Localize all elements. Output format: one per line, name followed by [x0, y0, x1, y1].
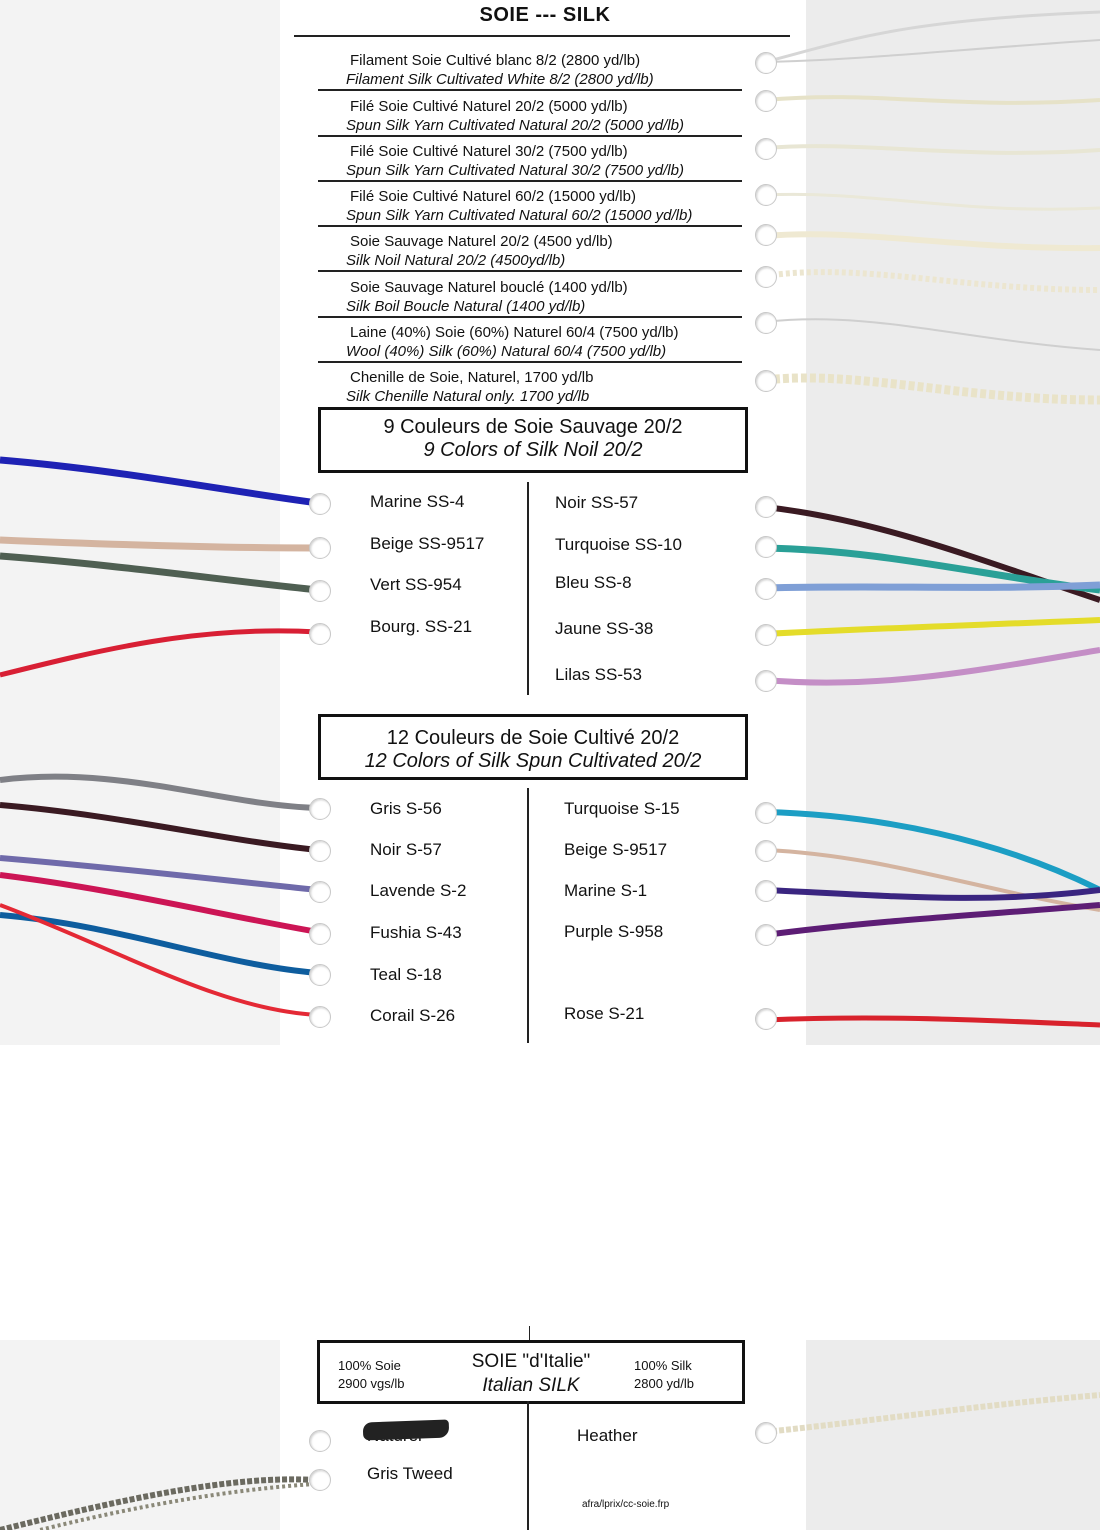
color-label: Lavende S-2 — [370, 881, 467, 900]
section3-title-fr: SOIE "d'Italie" — [471, 1351, 591, 1372]
yarn-bourg — [0, 631, 318, 675]
color-label: Gris S-56 — [370, 799, 442, 818]
color-label: Noir S-57 — [370, 840, 442, 859]
entry-english: Wool (40%) Silk (60%) Natural 60/4 (7500 yd/lb) — [346, 343, 667, 360]
entry-french: Soie Sauvage Naturel 20/2 (4500 yd/lb) — [350, 233, 613, 250]
yarn-beige2 — [765, 850, 1100, 910]
punch-hole — [309, 964, 331, 986]
section3-header — [317, 1340, 745, 1404]
punch-hole — [309, 1006, 331, 1028]
section1-divider — [527, 482, 529, 695]
color-label: Turquoise S-15 — [564, 799, 680, 818]
punch-hole — [309, 798, 331, 820]
soie-yardage: 2900 vgs/lb — [338, 1376, 405, 1391]
yarn-marine — [0, 460, 318, 503]
page-title: SOIE --- SILK — [479, 4, 611, 26]
punch-hole — [755, 670, 777, 692]
punch-hole — [755, 536, 777, 558]
yarn-strand — [765, 146, 1100, 153]
punch-hole — [309, 580, 331, 602]
color-label: Jaune SS-38 — [555, 619, 654, 638]
silk-yardage: 2800 yd/lb — [634, 1376, 694, 1391]
yarn-gris — [0, 777, 318, 808]
punch-hole — [755, 840, 777, 862]
yarn-noir2 — [0, 805, 318, 850]
yarn-marine2 — [765, 890, 1100, 898]
entry-english: Spun Silk Yarn Cultivated Natural 20/2 (5000 yd/lb) — [346, 117, 684, 134]
entry-french: Filé Soie Cultivé Naturel 30/2 (7500 yd/lb) — [350, 143, 628, 160]
entry-english: Silk Chenille Natural only. 1700 yd/lb — [346, 388, 590, 405]
entry-french: Laine (40%) Soie (60%) Naturel 60/4 (7500 yd/lb) — [350, 324, 679, 341]
color-label: Purple S-958 — [564, 922, 664, 941]
yarn-entry — [318, 90, 742, 137]
yarn-entry — [318, 180, 742, 227]
entry-french: Filé Soie Cultivé Naturel 60/2 (15000 yd/lb) — [350, 188, 636, 205]
yarn-entry — [318, 44, 742, 91]
entry-french: Filé Soie Cultivé Naturel 20/2 (5000 yd/lb) — [350, 98, 628, 115]
punch-hole — [309, 623, 331, 645]
section3-title-en: Italian SILK — [482, 1375, 580, 1396]
section3-divider — [527, 1401, 529, 1530]
yarn-strand — [765, 378, 1100, 400]
title-rule — [294, 35, 790, 37]
punch-hole — [309, 493, 331, 515]
punch-hole — [755, 496, 777, 518]
yarn-strand — [765, 40, 1100, 62]
yarn-strand — [765, 319, 1100, 350]
punch-hole — [755, 1422, 777, 1444]
punch-hole — [755, 880, 777, 902]
punch-hole — [309, 923, 331, 945]
soie-percent: 100% Soie — [338, 1358, 401, 1373]
yarn-strand — [765, 234, 1100, 248]
yarn-purple — [765, 905, 1100, 935]
color-label: Corail S-26 — [370, 1006, 456, 1025]
yarn-strand — [765, 272, 1100, 290]
punch-hole — [309, 881, 331, 903]
color-label: Heather — [577, 1426, 638, 1445]
punch-hole — [755, 370, 777, 392]
yarn-entry — [318, 135, 742, 182]
entry-french: Chenille de Soie, Naturel, 1700 yd/lb — [350, 369, 594, 386]
color-label: Rose S-21 — [564, 1004, 645, 1023]
yarn-entry — [318, 271, 742, 318]
yarn-turquoise2 — [765, 812, 1100, 890]
entry-french: Filament Soie Cultivé blanc 8/2 (2800 yd/lb) — [350, 52, 641, 69]
section1-title-fr: 9 Couleurs de Soie Sauvage 20/2 — [383, 416, 683, 438]
yarn-vert — [0, 556, 318, 590]
punch-hole — [755, 1008, 777, 1030]
yarn-heather — [765, 1395, 1100, 1432]
punch-hole — [755, 578, 777, 600]
punch-hole — [755, 52, 777, 74]
color-label: Bleu SS-8 — [555, 573, 632, 592]
card-notch — [529, 1326, 530, 1340]
color-label: Turquoise SS-10 — [555, 535, 682, 554]
punch-hole — [755, 802, 777, 824]
yarn-entry — [318, 361, 742, 406]
color-label: Fushia S-43 — [370, 923, 462, 942]
punch-hole — [755, 624, 777, 646]
section1-title-en: 9 Colors of Silk Noil 20/2 — [423, 439, 643, 461]
punch-hole — [755, 924, 777, 946]
yarn-tweed — [40, 1484, 315, 1530]
section1-header — [318, 407, 748, 473]
punch-hole — [755, 266, 777, 288]
section2-title-fr: 12 Couleurs de Soie Cultivé 20/2 — [386, 727, 680, 749]
entry-english: Spun Silk Yarn Cultivated Natural 60/2 (15000 yd/lb) — [346, 207, 693, 224]
punch-hole — [309, 1469, 331, 1491]
punch-hole — [755, 312, 777, 334]
entry-english: Filament Silk Cultivated White 8/2 (2800 yd/lb) — [346, 71, 654, 88]
color-label: Vert SS-954 — [370, 575, 462, 594]
yarn-beige — [0, 540, 318, 548]
punch-hole — [755, 184, 777, 206]
yarn-entry — [318, 316, 742, 363]
yarn-jaune — [765, 620, 1100, 634]
yarn-strand — [765, 194, 1100, 209]
punch-hole — [309, 537, 331, 559]
section2-title-en: 12 Colors of Silk Spun Cultivated 20/2 — [364, 750, 702, 772]
entry-english: Silk Noil Natural 20/2 (4500yd/lb) — [346, 252, 566, 269]
yarn-bleu — [765, 585, 1100, 588]
color-label: Beige SS-9517 — [370, 534, 485, 553]
color-label: Marine SS-4 — [370, 492, 465, 511]
yarn-entry — [318, 225, 742, 272]
color-label: Beige S-9517 — [564, 840, 668, 859]
color-label: Noir SS-57 — [555, 493, 639, 512]
yarn-lilas — [765, 650, 1100, 683]
punch-hole — [755, 90, 777, 112]
punch-hole — [755, 224, 777, 246]
punch-hole — [309, 840, 331, 862]
footer-code: afra/lprix/cc-soie.frp — [582, 1499, 670, 1510]
ink-redaction — [363, 1420, 450, 1441]
yarn-strand — [765, 12, 1100, 62]
entry-english: Spun Silk Yarn Cultivated Natural 30/2 (7500 yd/lb) — [346, 162, 684, 179]
section2-header — [318, 714, 748, 780]
entry-french: Soie Sauvage Naturel bouclé (1400 yd/lb) — [350, 279, 628, 296]
color-label: Teal S-18 — [370, 965, 442, 984]
yarn-strand — [765, 97, 1100, 103]
color-label: Gris Tweed — [367, 1464, 453, 1483]
silk-percent: 100% Silk — [634, 1358, 692, 1373]
color-label: Lilas SS-53 — [555, 665, 642, 684]
color-label: Marine S-1 — [564, 881, 648, 900]
yarn-lavende — [0, 858, 318, 890]
color-label: Bourg. SS-21 — [370, 617, 473, 636]
yarn-rose — [765, 1018, 1100, 1025]
section2-divider — [527, 788, 529, 1043]
punch-hole — [755, 138, 777, 160]
punch-hole — [309, 1430, 331, 1452]
entry-english: Silk Boil Boucle Natural (1400 yd/lb) — [346, 298, 586, 315]
